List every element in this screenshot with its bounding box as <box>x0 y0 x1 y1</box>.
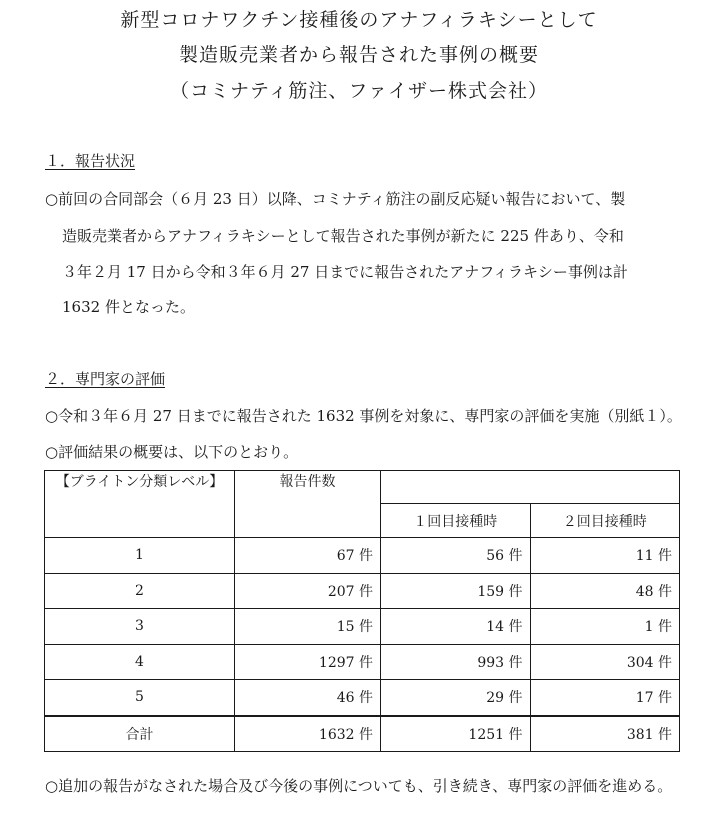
section-2-heading: ２．専門家の評価 <box>45 370 166 388</box>
total-first-dose-cell: 1251 件 <box>381 716 531 752</box>
section-1-line-3: ３年２月 17 日から令和３年６月 27 日までに報告されたアナフィラキシー事例は計 <box>62 263 628 281</box>
table-row <box>45 538 680 574</box>
total-second-dose-cell: 381 件 <box>530 716 680 752</box>
section-1-line-1: ○前回の合同部会（６月 23 日）以降、コミナティ筋注の副反応疑い報告において、製 <box>45 190 626 208</box>
count-cell: 1297 件 <box>235 644 381 680</box>
count-cell: 207 件 <box>235 573 381 609</box>
level-cell: 2 <box>45 573 235 609</box>
table-row <box>45 573 680 609</box>
count-cell: 46 件 <box>235 680 381 716</box>
second-dose-cell: 17 件 <box>530 680 680 716</box>
total-label-cell: 合計 <box>45 716 235 752</box>
total-count-cell: 1632 件 <box>235 716 381 752</box>
first-dose-cell: 56 件 <box>381 538 531 574</box>
level-cell: 1 <box>45 538 235 574</box>
document-title-line-2: 製造販売業者から報告された事例の概要 <box>178 44 539 66</box>
second-dose-cell: 1 件 <box>530 609 680 645</box>
table-row <box>45 680 680 716</box>
first-dose-cell: 993 件 <box>381 644 531 680</box>
section-2-line-2: ○評価結果の概要は、以下のとおり。 <box>45 443 299 461</box>
document-title-line-1: 新型コロナワクチン接種後のアナフィラキシーとして <box>120 9 598 31</box>
section-2-footer-note: ○追加の報告がなされた場合及び今後の事例についても、引き続き、専門家の評価を進める。 <box>45 777 673 795</box>
count-cell: 67 件 <box>235 538 381 574</box>
section-1-line-4: 1632 件となった。 <box>62 298 195 316</box>
section-1-heading: １．報告状況 <box>45 152 136 170</box>
level-cell: 3 <box>45 609 235 645</box>
second-dose-cell: 11 件 <box>530 538 680 574</box>
evaluation-table <box>44 470 680 752</box>
table-header-row <box>45 471 680 504</box>
count-cell: 15 件 <box>235 609 381 645</box>
header-first-dose: １回目接種時 <box>381 504 531 538</box>
second-dose-cell: 48 件 <box>530 573 680 609</box>
level-cell: 5 <box>45 680 235 716</box>
header-dose-group <box>381 471 680 504</box>
header-report-count: 報告件数 <box>235 471 381 538</box>
section-2-line-1: ○令和３年６月 27 日までに報告された 1632 事例を対象に、専門家の評価を実施（別紙１）。 <box>45 407 682 425</box>
header-brighton-level: 【ブライトン分類レベル】 <box>45 471 235 538</box>
document-title-line-3: （コミナティ筋注、ファイザー株式会社） <box>169 80 549 102</box>
first-dose-cell: 159 件 <box>381 573 531 609</box>
level-cell: 4 <box>45 644 235 680</box>
first-dose-cell: 14 件 <box>381 609 531 645</box>
first-dose-cell: 29 件 <box>381 680 531 716</box>
section-1-line-2: 造販売業者からアナフィラキシーとして報告された事例が新たに 225 件あり、令和 <box>62 227 624 245</box>
table-row <box>45 644 680 680</box>
header-second-dose: ２回目接種時 <box>530 504 680 538</box>
table-row <box>45 609 680 645</box>
table-total-row <box>45 716 680 752</box>
second-dose-cell: 304 件 <box>530 644 680 680</box>
